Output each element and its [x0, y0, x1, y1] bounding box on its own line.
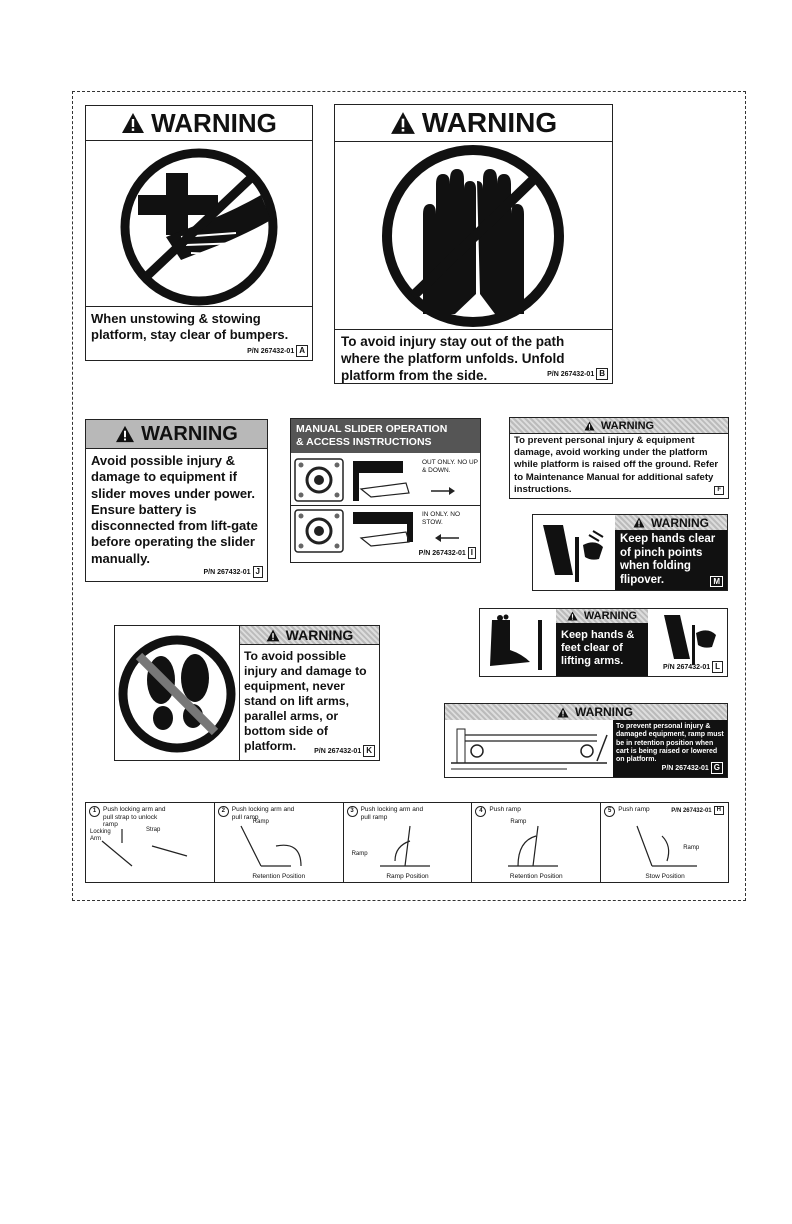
decal-m-text: Keep hands clear of pinch points when folding flipover.: [620, 533, 716, 586]
part-number: P/N 267432-01 L: [663, 661, 723, 673]
ramp-step-title: [475, 806, 597, 817]
ramp-step-caption: Retention Position: [252, 873, 306, 880]
ramp-step: [86, 803, 215, 882]
decal-f: [509, 417, 729, 499]
ramp-step-caption: Stow Position: [645, 873, 685, 880]
ramp-step: [344, 803, 473, 882]
ramp-step-label: Ramp: [683, 845, 700, 851]
warning-label: WARNING: [285, 627, 354, 643]
warning-triangle-icon: [266, 629, 280, 642]
decal-a-text: When unstowing & stowing platform, stay clear of bumpers.: [91, 311, 289, 342]
cart-on-platform-diagram: [447, 721, 613, 777]
no-hands-icon: [335, 144, 612, 330]
ramp-step-caption: Ramp Position: [386, 873, 429, 880]
hand-near-arm-icon: [650, 609, 726, 669]
warning-label: WARNING: [421, 107, 558, 138]
warning-triangle-icon: [557, 707, 569, 718]
warning-label: WARNING: [575, 705, 633, 719]
pinch-point-hand-icon: [533, 515, 613, 590]
ramp-steps-row: [86, 803, 728, 882]
ramp-step: [472, 803, 601, 882]
part-number: P/N 267432-01 B: [547, 368, 608, 380]
warning-header: [545, 704, 645, 720]
ramp-step-title: [347, 806, 469, 821]
slider-in-label: IN ONLY. NO STOW.: [422, 511, 461, 526]
decal-f-text: To prevent personal injury & equipment damage, avoid working under the platform while platform is raised off the ground. Refer to Maintenance Manual for additional safety instructions.: [514, 435, 719, 495]
warning-header: [510, 418, 728, 434]
part-number: P/N 267432-01 K: [314, 745, 375, 757]
step-title-text: Push ramp: [618, 806, 650, 813]
warning-triangle-icon: [115, 425, 135, 443]
no-standing-footprints-icon: [115, 628, 239, 760]
step-number: 4: [475, 806, 486, 817]
warning-triangle-icon: [390, 111, 416, 135]
step-number: 3: [347, 806, 358, 817]
warning-header: [615, 515, 727, 530]
decal-i-title: MANUAL SLIDER OPERATION & ACCESS INSTRUCTIONS: [291, 419, 480, 453]
warning-triangle-icon: [633, 517, 645, 528]
step-title-text: Push locking arm and pull ramp: [231, 806, 295, 821]
decal-m-panel: [615, 515, 727, 590]
step-title-text: Push ramp: [489, 806, 521, 813]
no-hands-on-bumper-icon: [86, 145, 312, 313]
decal-m: [532, 514, 728, 591]
decal-letter: M: [710, 576, 723, 587]
warning-header: [335, 105, 612, 142]
ramp-step-caption: Retention Position: [509, 873, 563, 880]
ramp-step: [215, 803, 344, 882]
decal-l-panel: [556, 609, 648, 676]
decal-b-text: To avoid injury stay out of the path where the platform unfolds. Unfold platform from the side.: [341, 334, 565, 383]
warning-label: WARNING: [151, 107, 277, 138]
decal-a: [85, 105, 313, 361]
warning-triangle-icon: [121, 112, 145, 134]
warning-header: [86, 420, 267, 449]
decal-i: [290, 418, 481, 563]
step-number: 1: [89, 806, 100, 817]
part-number: P/N 267432-01 G: [662, 762, 723, 774]
step-number: 5: [604, 806, 615, 817]
decal-k-text: To avoid possible injury and damage to equipment, never stand on lift arms, parallel arms, or bottom side of platform.: [244, 649, 367, 753]
warning-header: [240, 626, 379, 645]
ramp-step-label: Ramp: [351, 851, 368, 857]
warning-triangle-icon: [567, 611, 578, 621]
decal-k-panel: [239, 626, 379, 760]
step-number: 2: [218, 806, 229, 817]
warning-header: [86, 106, 312, 141]
ramp-step-label: Ramp: [510, 819, 527, 825]
slider-out-label: OUT ONLY. NO UP & DOWN.: [422, 459, 478, 474]
ramp-step-label: Ramp: [252, 819, 269, 825]
decal-g: [444, 703, 728, 778]
warning-header: [556, 609, 648, 623]
ramp-step-illustration: [478, 821, 598, 871]
part-number: P/N 267432-01 A: [247, 345, 308, 357]
part-number: P/N 267432-01 J: [203, 566, 263, 578]
warning-label: WARNING: [651, 515, 709, 530]
ramp-step-illustration: [221, 821, 341, 871]
decal-b: [334, 104, 613, 384]
ramp-step-illustration: [350, 821, 470, 871]
warning-label: WARNING: [141, 422, 238, 445]
decal-j-text: Avoid possible injury & damage to equipment if slider moves under power. Ensure battery is disconnected from lift-gate before operating the slider manually.: [91, 453, 258, 566]
decal-k: [114, 625, 380, 761]
warning-label: WARNING: [583, 610, 638, 622]
ramp-step-illustration: [607, 821, 727, 871]
step-title-text: Push locking arm and pull ramp: [360, 806, 424, 821]
part-number: P/N 267432-01 I: [419, 547, 476, 559]
decal-g-text: To prevent personal injury & damaged equipment, ramp must be in retention position when cart is being raised or lowered on platform.: [616, 723, 724, 764]
decal-l: [479, 608, 728, 677]
ramp-step-title: [218, 806, 340, 821]
step-title-text: Push locking arm and pull strap to unlock ramp: [103, 806, 166, 828]
ramp-step-label: Strap: [146, 827, 161, 833]
decal-h: [85, 802, 729, 883]
part-number: F: [714, 486, 724, 495]
decal-j: [85, 419, 268, 582]
ramp-step-label: Locking Arm: [90, 829, 111, 842]
warning-triangle-icon: [584, 421, 595, 431]
foot-near-arm-icon: [482, 610, 554, 676]
warning-label: WARNING: [600, 419, 655, 432]
part-number: P/N 267432-01 H: [671, 806, 724, 815]
decal-l-text: Keep hands & feet clear of lifting arms.: [561, 629, 635, 667]
